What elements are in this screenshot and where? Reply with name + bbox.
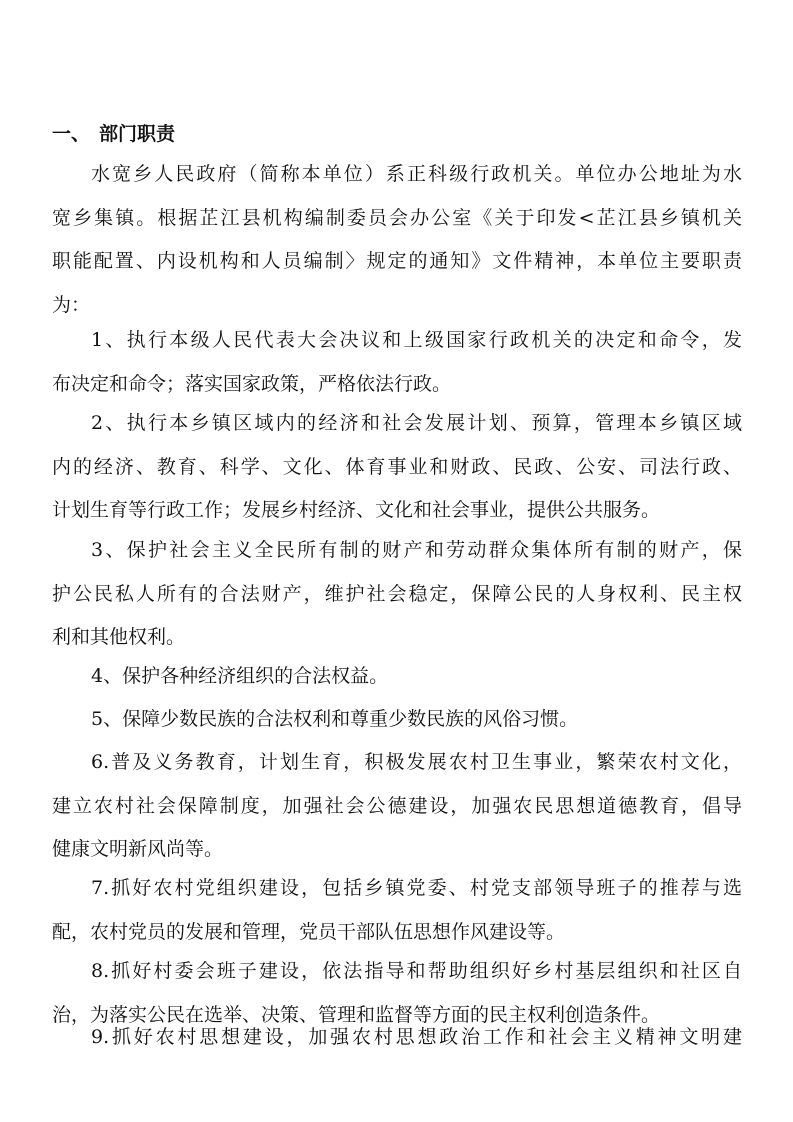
text-line: 9.抓好农村思想建设，加强农村思想政治工作和社会主义精神文明建 bbox=[91, 1026, 742, 1048]
text-line: 健康文明新风尚等。 bbox=[52, 838, 224, 860]
text-line: 护公民私人所有的合法财产，维护社会稳定，保障公民的人身权利、民主权 bbox=[52, 582, 742, 605]
text-line: 5、保障少数民族的合法权利和尊重少数民族的风俗习惯。 bbox=[91, 708, 579, 730]
text-line: 6.普及义务教育，计划生育，积极发展农村卫生事业，繁荣农村文化， bbox=[91, 751, 742, 773]
text-line: 2、执行本乡镇区域内的经济和社会发展计划、预算，管理本乡镇区域 bbox=[91, 412, 742, 434]
section-title: 部门职责 bbox=[99, 123, 176, 145]
text-line: 建立农村社会保障制度，加强社会公德建设，加强农民思想道德教育，倡导 bbox=[52, 794, 742, 817]
text-line: 治，为落实公民在选举、决策、管理和监督等方面的民主权利创造条件。 bbox=[52, 1003, 661, 1026]
text-line: 7.抓好农村党组织建设，包括乡镇党委、村党支部领导班子的推荐与选 bbox=[91, 877, 742, 899]
text-line: 为： bbox=[52, 293, 91, 316]
section-number: 一、 bbox=[52, 123, 91, 145]
text-line: 水宽乡人民政府（简称本单位）系正科级行政机关。单位办公地址为水 bbox=[91, 163, 742, 185]
text-line: 4、保护各种经济组织的合法权益。 bbox=[91, 665, 389, 687]
text-line: 1、执行本级人民代表大会决议和上级国家行政机关的决定和命令，发 bbox=[91, 329, 742, 351]
section-heading bbox=[52, 119, 175, 149]
text-line: 内的经济、教育、科学、文化、体育事业和财政、民政、公安、司法行政、 bbox=[52, 455, 742, 478]
text-line: 计划生育等行政工作；发展乡村经济、文化和社会事业，提供公共服务。 bbox=[52, 499, 661, 521]
text-line: 宽乡集镇。根据芷江县机构编制委员会办公室《关于印发<芷江县乡镇机关 bbox=[52, 206, 742, 229]
text-line: 配，农村党员的发展和管理，党员干部队伍思想作风建设等。 bbox=[52, 920, 566, 943]
text-line: 职能配置、内设机构和人员编制〉规定的通知》文件精神，本单位主要职责 bbox=[52, 250, 742, 272]
text-line: 8.抓好村委会班子建设，依法指导和帮助组织好乡村基层组织和社区自 bbox=[91, 960, 742, 982]
text-line: 3、保护社会主义全民所有制的财产和劳动群众集体所有制的财产，保 bbox=[91, 539, 742, 561]
text-line: 布决定和命令；落实国家政策，严格依法行政。 bbox=[52, 372, 452, 395]
text-line: 利和其他权利。 bbox=[52, 626, 186, 648]
